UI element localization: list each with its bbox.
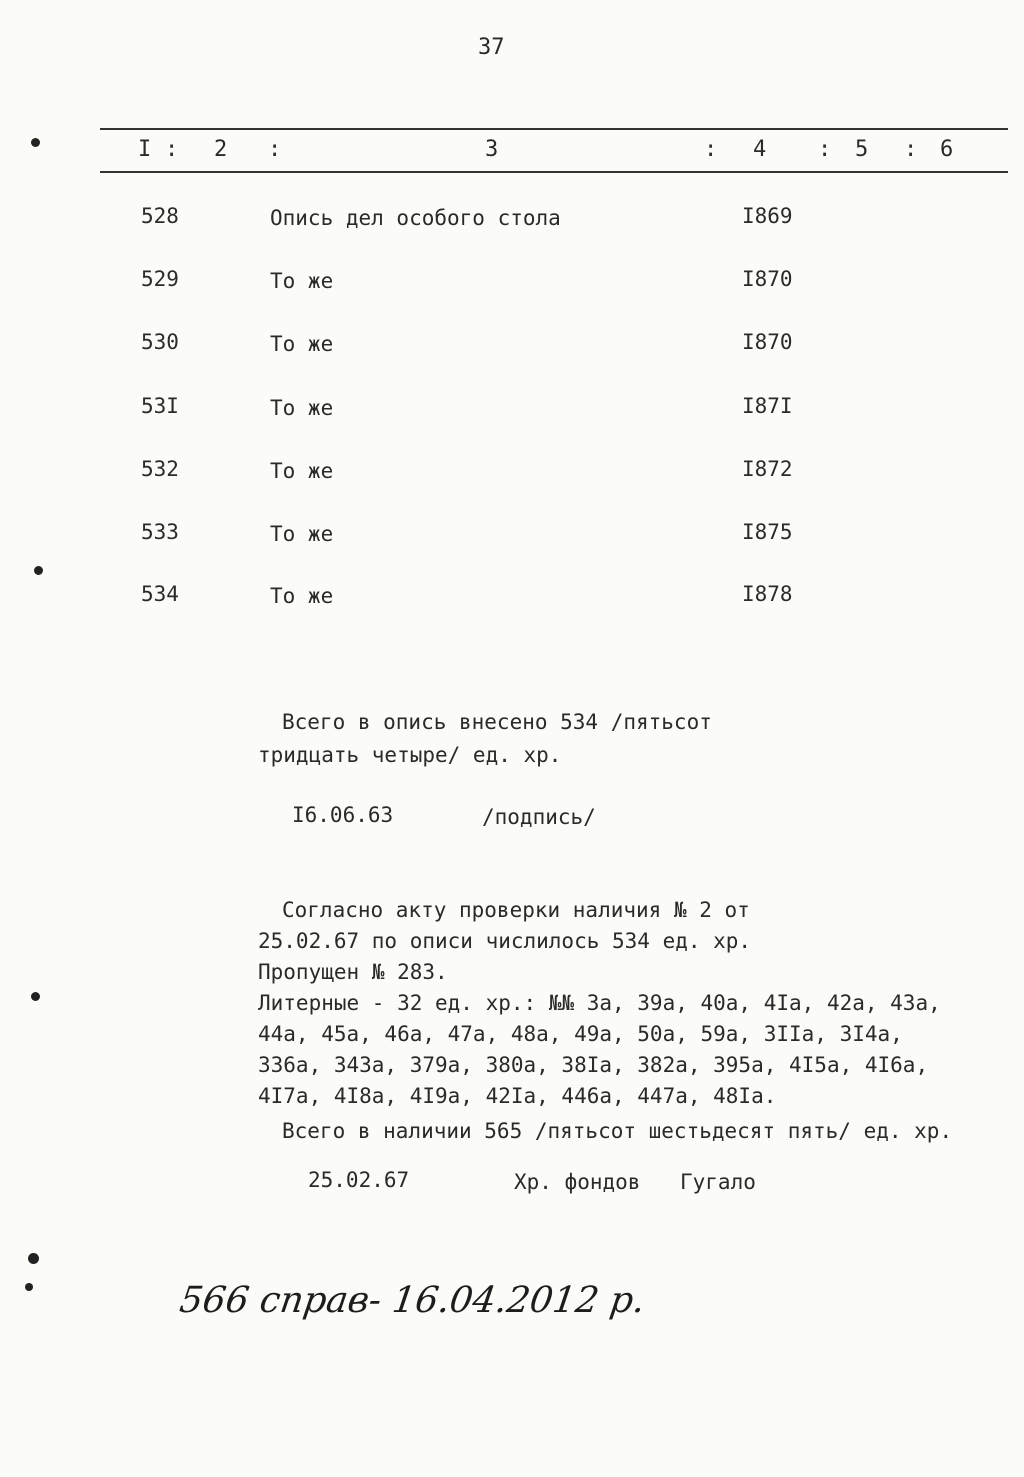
row-year: I870 (742, 267, 793, 291)
signature-name: Гугало (680, 1170, 756, 1194)
row-number: 529 (141, 267, 179, 291)
header-col-4: 4 (753, 137, 767, 162)
total-note-line-1: Всего в опись внесено 534 /пятьсот (282, 710, 712, 734)
binding-hole-mark (31, 992, 40, 1001)
handwritten-note: 566 справ- 16.04.2012 р. (177, 1280, 648, 1321)
binding-hole-mark (34, 566, 43, 575)
header-col-2: 2 (214, 137, 228, 162)
audit-note-line: 25.02.67 по описи числилось 534 ед. хр. (258, 929, 752, 953)
row-number: 53I (141, 394, 179, 418)
header-sep-3: : (704, 137, 718, 162)
audit-note-line: 336а, 343а, 379а, 380а, 38Iа, 382а, 395а, 4I5а, 4I6а, (258, 1053, 929, 1077)
row-year: I878 (742, 582, 793, 606)
row-title: То же (270, 332, 334, 356)
page-number: 37 (478, 35, 505, 60)
header-col-3: 3 (485, 137, 499, 162)
audit-note-line: 4I7а, 4I8а, 4I9а, 42Iа, 446а, 447а, 48Iа. (258, 1084, 777, 1108)
header-col-1: I (138, 137, 152, 162)
signature-placeholder: /подпись/ (482, 805, 596, 829)
header-sep-1: : (165, 137, 179, 162)
row-number: 533 (141, 520, 179, 544)
header-col-5: 5 (855, 137, 869, 162)
row-year: I872 (742, 457, 793, 481)
row-title: Опись дел особого стола (270, 206, 561, 230)
row-title: То же (270, 459, 334, 483)
row-year: I875 (742, 520, 793, 544)
audit-note-line: Пропущен № 283. (258, 960, 448, 984)
binding-hole-mark (25, 1283, 33, 1291)
total-note-line-2: тридцать четыре/ ед. хр. (258, 743, 562, 767)
row-year: I869 (742, 204, 793, 228)
row-title: То же (270, 584, 334, 608)
header-sep-4: : (818, 137, 832, 162)
row-title: То же (270, 396, 334, 420)
row-number: 530 (141, 330, 179, 354)
audit-note-line: 44а, 45а, 46а, 47а, 48а, 49а, 50а, 59а, 3IIа, 3I4а, (258, 1022, 903, 1046)
row-title: То же (270, 522, 334, 546)
row-year: I87I (742, 394, 793, 418)
signature-date: I6.06.63 (292, 803, 394, 827)
row-number: 528 (141, 204, 179, 228)
header-sep-2: : (268, 137, 282, 162)
row-number: 534 (141, 582, 179, 606)
table-header-top-rule (100, 128, 1008, 130)
signature-role: Хр. фондов (514, 1170, 641, 1194)
signature-date: 25.02.67 (308, 1168, 410, 1192)
audit-note-line: Согласно акту проверки наличия № 2 от (282, 898, 750, 922)
audit-note-line: Литерные - 32 ед. хр.: №№ 3а, 39а, 40а, 4Iа, 42а, 43а, (258, 991, 941, 1015)
binding-hole-mark (28, 1253, 39, 1264)
binding-hole-mark (31, 138, 40, 147)
header-col-6: 6 (940, 137, 954, 162)
row-number: 532 (141, 457, 179, 481)
header-sep-5: : (904, 137, 918, 162)
row-year: I870 (742, 330, 793, 354)
audit-note-line: Всего в наличии 565 /пятьсот шестьдесят пять/ ед. хр. (282, 1119, 953, 1143)
table-header-bottom-rule (100, 171, 1008, 173)
row-title: То же (270, 269, 334, 293)
